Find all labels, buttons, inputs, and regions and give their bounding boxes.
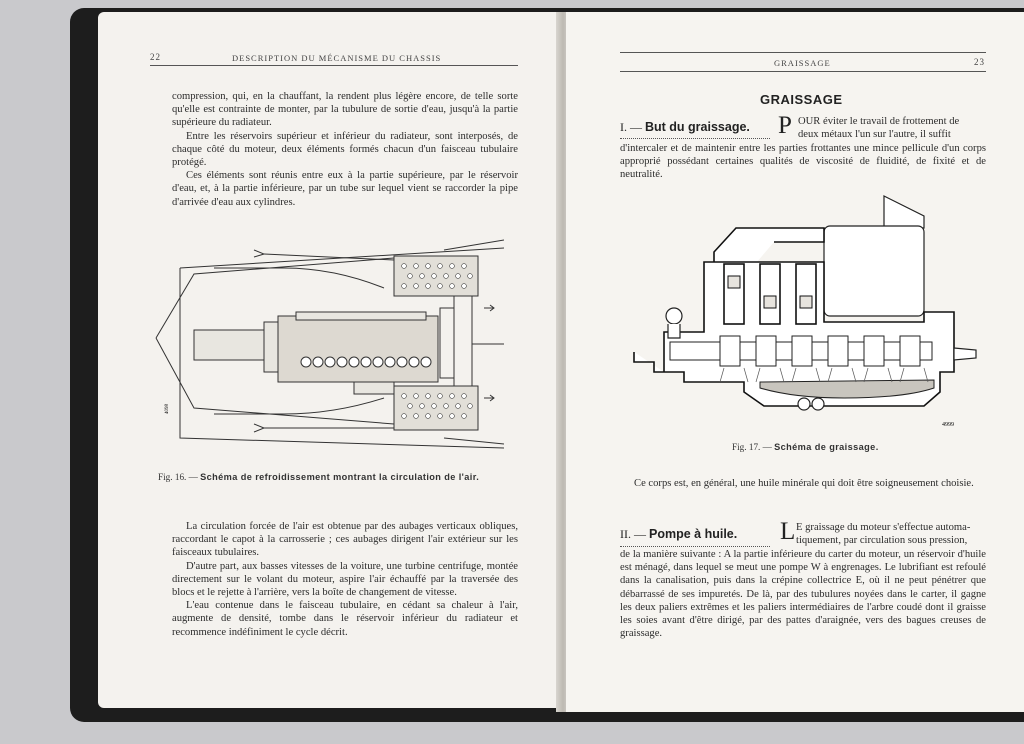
section-1-dropcap: P — [778, 112, 792, 139]
intro-paragraph: Ces éléments sont réunis entre eux à la partie supérieure, par le réservoir d'eau, et, à la partie inférieure, par un tube sur lequel vient se raccorder la pipe d'arrivée d'eau aux cylindres. — [172, 170, 518, 208]
section-2-title: Pompe à huile. — [649, 527, 738, 541]
page-number-left: 22 — [150, 52, 161, 62]
left-page — [98, 12, 561, 708]
section-2-lead — [796, 521, 986, 547]
figure-16-title: Schéma de refroidissement montrant la circulation de l'air. — [200, 472, 480, 482]
figure-16-caption — [158, 472, 518, 482]
cooling-diagram — [154, 238, 504, 458]
running-head-left: DESCRIPTION DU MÉCANISME DU CHASSIS — [232, 53, 442, 63]
lubrication-diagram — [624, 192, 986, 432]
section-2-line: E graissage du moteur s'effectue automa- — [796, 522, 971, 533]
plate-number-right: 4999 — [942, 422, 954, 428]
section-2-underline — [620, 546, 770, 547]
section-2-numeral: II. — — [620, 527, 646, 541]
header-rule-left — [150, 65, 518, 66]
figure-16-number: Fig. 16. — — [158, 472, 198, 482]
section-1-heading — [620, 120, 750, 135]
section-1-title: But du graissage. — [645, 120, 750, 134]
section-1-line: deux métaux l'un sur l'autre, il suffit — [798, 129, 951, 141]
closing-text — [172, 520, 518, 639]
plate-number-left: 4098 — [165, 404, 170, 414]
page-number-right: 23 — [974, 57, 985, 67]
section-1-line: OUR éviter le travail de frottement de — [798, 116, 960, 127]
section-1-numeral: I. — — [620, 120, 642, 134]
closing-paragraph: La circulation forcée de l'air est obtenue par des aubages verticaux obliques, raccordant le capot à la carrosserie ; ces aubages dirigent l'air extérieur sur les faisceaux tubulaires. — [172, 521, 518, 559]
closing-paragraph: L'eau contenue dans le faisceau tubulaire, en cédant sa chaleur à l'air, augmente de densité, tombe dans le réservoir inférieur du radiateur et recommence indéfiniment le cycle décrit. — [172, 600, 518, 638]
figure-17-caption — [732, 442, 879, 452]
closing-paragraph: D'autre part, aux basses vitesses de la voiture, une turbine centrifuge, montée directement sur le volant du moteur, aspire l'air échauffé par la traversée des blocs et le rejette à l'arrière, vers la boîte de changement de vitesse. — [172, 560, 518, 599]
section-2-line: tiquement, par circulation sous pression, — [796, 535, 968, 547]
figure-17-title: Schéma de graissage. — [774, 442, 879, 452]
header-rule-right — [620, 52, 986, 53]
section-1-body: d'intercaler et de maintenir entre les parties frottantes une mince pellicule d'un corps approprié possédant certaines qualités de viscosité de fluidité, de fixité et de neutralité. — [620, 143, 986, 181]
chapter-title: GRAISSAGE — [760, 92, 843, 107]
section-1-underline — [620, 138, 770, 139]
intro-paragraph: compression, qui, en la chauffant, la rendent plus légère encore, de telle sorte qu'elle est contrainte de monter, par la tubulure de sortie d'eau, jusqu'à la partie supérieure du radiateur. — [172, 91, 518, 129]
after-figure-text — [620, 477, 986, 490]
running-head-right: GRAISSAGE — [774, 58, 831, 68]
intro-paragraph: Entre les réservoirs supérieur et inférieur du radiateur, sont interposés, de chaque côté du moteur, deux éléments formés chacun d'un faisceau tubulaire protégé. — [172, 130, 518, 169]
section-2-dropcap: L — [780, 518, 796, 545]
after-figure-paragraph: Ce corps est, en général, une huile minérale qui doit être soigneusement choisie. — [634, 478, 974, 489]
section-1-lead — [798, 115, 986, 141]
section-2-heading — [620, 527, 737, 542]
header-rule-right-lower — [620, 71, 986, 72]
section-2-body: de la manière suivante : A la partie inférieure du carter du moteur, un réservoir d'huile est ménagé, dans lequel se meut une pompe W à engrenages. Le lubrifiant est refoulé dans la canalisation, puis dans la crépine collectrice E, où il ne peut pénétrer que débarrassé de ses impuretés. De là, par des tubulures noyées dans le carter, il gagne les deux paliers extrêmes et les paliers intermédiaires de l'arbre coudé dont il graisse les soies avant d'être dirigé, par des pattes d'araignée, vers des bagues creuses de graissage. — [620, 549, 986, 640]
intro-text — [172, 90, 518, 209]
figure-17-number: Fig. 17. — — [732, 442, 772, 452]
right-page — [566, 12, 1024, 712]
